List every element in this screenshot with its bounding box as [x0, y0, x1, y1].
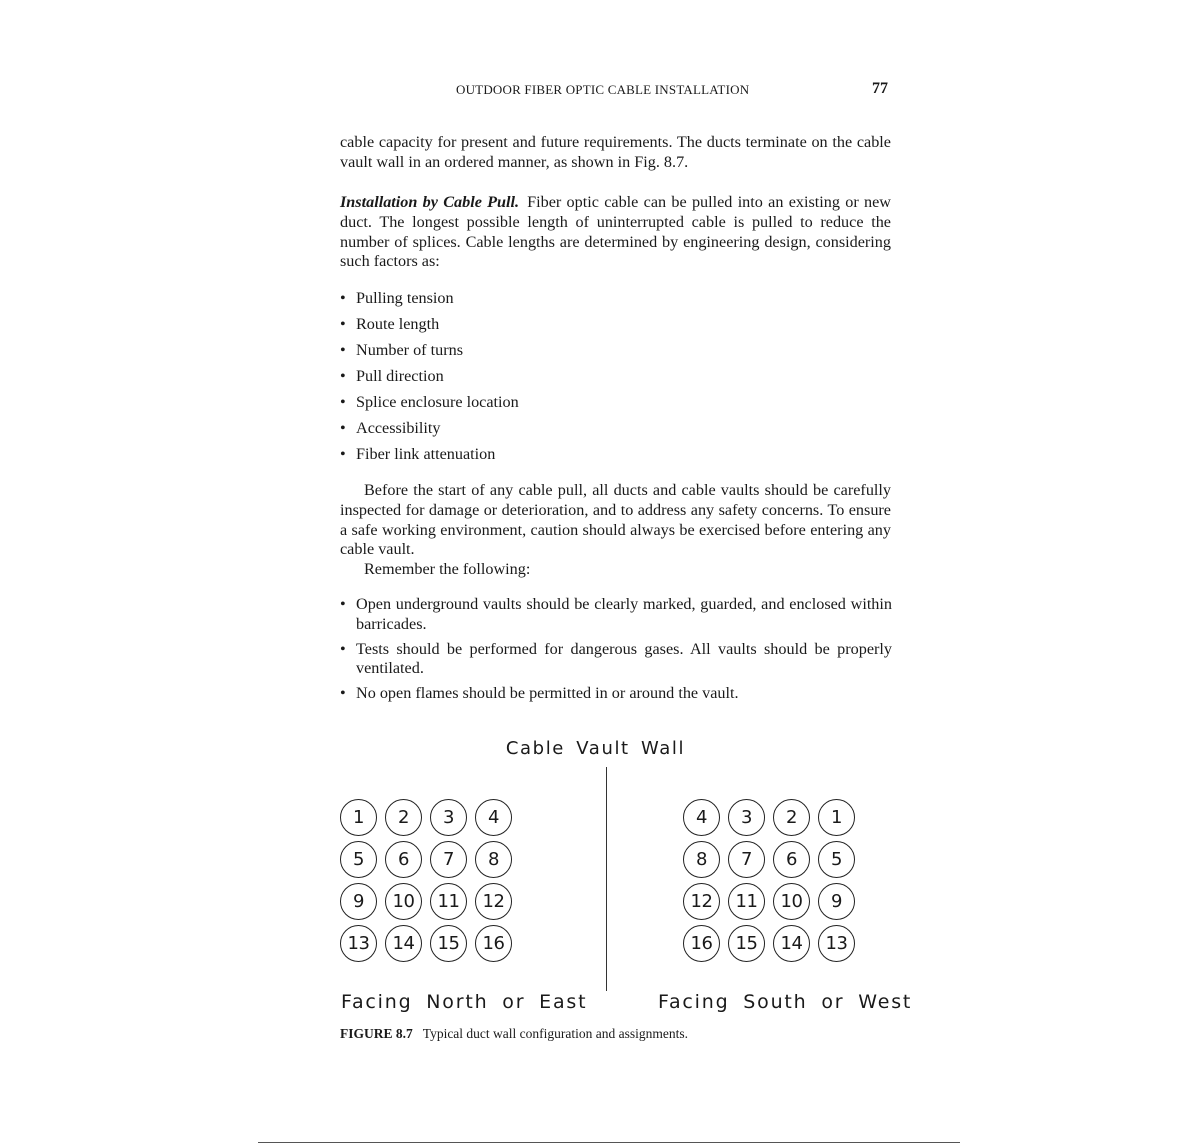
duct-circle: 3	[728, 799, 765, 836]
paragraph-remember: Remember the following:	[364, 560, 531, 578]
duct-circle: 1	[340, 799, 377, 836]
duct-circle: 3	[430, 799, 467, 836]
paragraph-inspection: Before the start of any cable pull, all ducts and cable vaults should be carefully inspected for damage or deterioration, and to address any safety concerns. To ensure a safe working environment, caution should always be exercised before entering any cable vault.	[340, 481, 891, 559]
duct-circle: 5	[340, 841, 377, 878]
figure-title-text: Cable Vault Wall	[505, 738, 686, 759]
list-item: • Pulling tension	[340, 289, 892, 315]
facing-north-east-label: Facing North or East	[341, 991, 588, 1013]
rules-list	[340, 595, 892, 709]
duct-circle: 15	[728, 925, 765, 962]
bottom-rule	[258, 1142, 960, 1143]
duct-circle: 5	[818, 841, 855, 878]
list-item: • Pull direction	[340, 367, 892, 393]
duct-circle: 7	[728, 841, 765, 878]
duct-circle: 11	[430, 883, 467, 920]
duct-circle: 10	[385, 883, 422, 920]
duct-circle: 13	[818, 925, 855, 962]
list-item: • Open underground vaults should be clearly marked, guarded, and enclosed within barricades.	[340, 595, 892, 635]
duct-circle: 11	[728, 883, 765, 920]
duct-circle: 14	[773, 925, 810, 962]
paragraph-intro: cable capacity for present and future requirements. The ducts terminate on the cable vault wall in an ordered manner, as shown in Fig. 8.7.	[340, 133, 891, 171]
list-item: • Route length	[340, 315, 892, 341]
duct-circle: 8	[683, 841, 720, 878]
duct-grid-north-east	[340, 799, 515, 962]
duct-circle: 12	[475, 883, 512, 920]
duct-circle: 4	[683, 799, 720, 836]
duct-circle: 9	[818, 883, 855, 920]
caption-text: Typical duct wall configuration and assignments.	[422, 1026, 689, 1041]
figure-title	[0, 738, 1191, 759]
paragraph-cable-pull-text: Fiber optic cable can be pulled into an existing or new duct. The longest possible length of uninterrupted cable is pulled to reduce the number of splices. Cable lengths are determined by engineering design, considering such factors as:	[340, 193, 891, 271]
duct-circle: 1	[818, 799, 855, 836]
duct-circle: 8	[475, 841, 512, 878]
duct-circle: 16	[475, 925, 512, 962]
paragraph-cable-pull	[340, 193, 891, 272]
duct-circle: 2	[773, 799, 810, 836]
list-item: • Accessibility	[340, 419, 892, 445]
runin-heading: Installation by Cable Pull.	[340, 193, 520, 211]
duct-circle: 6	[385, 841, 422, 878]
figure-caption	[340, 1026, 688, 1042]
list-item: • Number of turns	[340, 341, 892, 367]
duct-circle: 4	[475, 799, 512, 836]
list-item: • Fiber link attenuation	[340, 445, 892, 471]
duct-circle: 16	[683, 925, 720, 962]
duct-circle: 9	[340, 883, 377, 920]
duct-grid-south-west	[683, 799, 858, 962]
duct-circle: 13	[340, 925, 377, 962]
list-item: • Splice enclosure location	[340, 393, 892, 419]
duct-circle: 2	[385, 799, 422, 836]
duct-circle: 14	[385, 925, 422, 962]
list-item: • Tests should be performed for dangerous gases. All vaults should be properly ventilated.	[340, 640, 892, 680]
list-item: • No open flames should be permitted in or around the vault.	[340, 684, 892, 704]
duct-circle: 7	[430, 841, 467, 878]
caption-label: FIGURE 8.7	[340, 1026, 413, 1041]
facing-south-west-label: Facing South or West	[658, 991, 913, 1013]
vault-wall-divider	[606, 767, 607, 991]
duct-circle: 12	[683, 883, 720, 920]
factors-list	[340, 289, 892, 471]
duct-circle: 10	[773, 883, 810, 920]
page-number: 77	[872, 80, 888, 97]
running-head: OUTDOOR FIBER OPTIC CABLE INSTALLATION	[456, 82, 750, 97]
duct-circle: 6	[773, 841, 810, 878]
duct-circle: 15	[430, 925, 467, 962]
